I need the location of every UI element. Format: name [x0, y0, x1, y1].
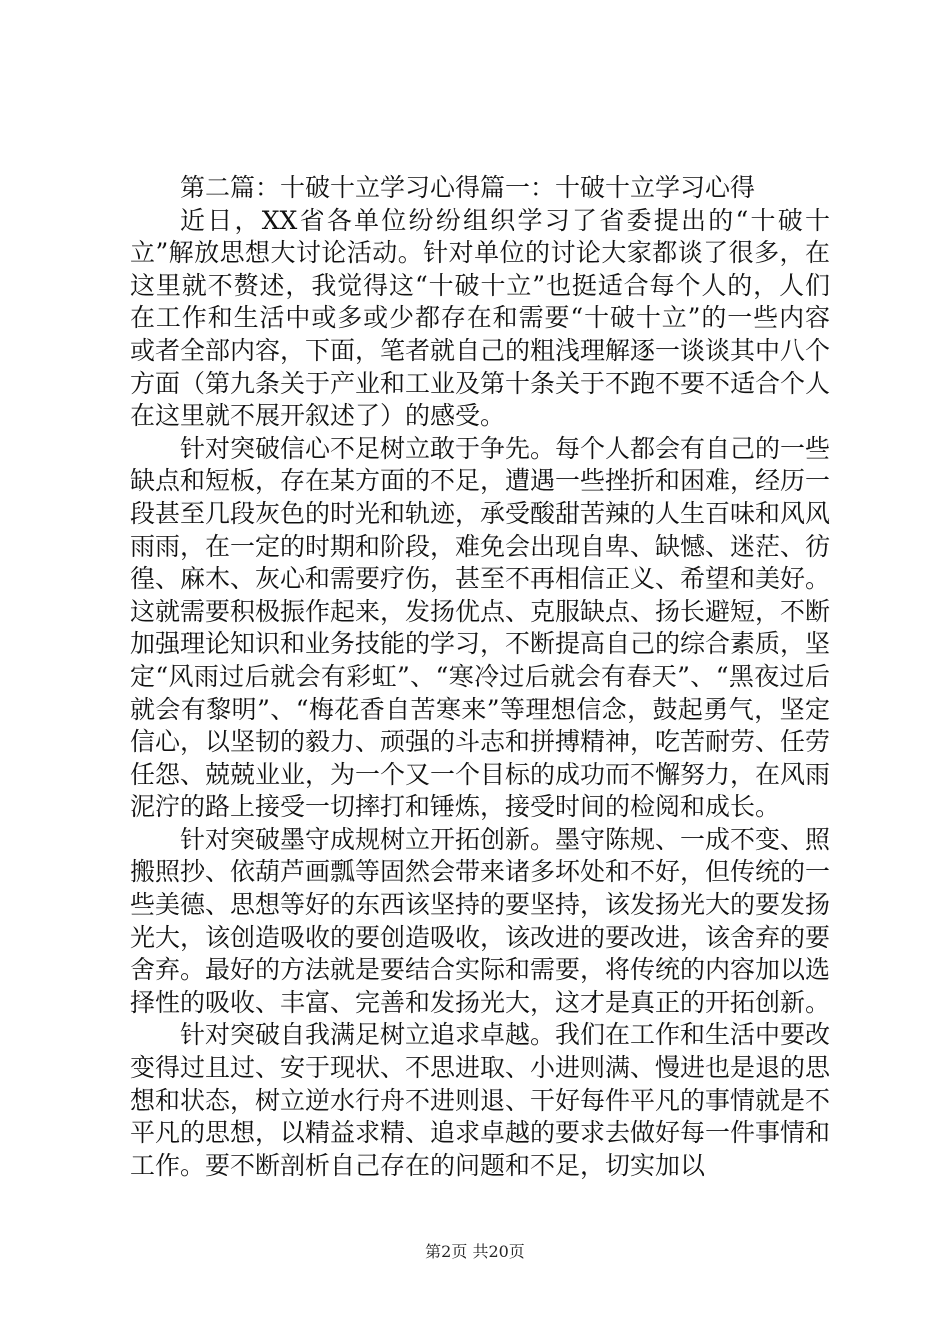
- paragraph-confidence: 针对突破信心不足树立敢于争先。每个人都会有自己的一些缺点和短板，存在某方面的不足，遭遇一些挫折和困难，经历一段甚至几段灰色的时光和轨迹，承受酸甜苦辣的人生百味和风风雨雨，在一定的时期和阶段，难免会出现自卑、缺憾、迷茫、彷徨、麻木、灰心和需要疗伤，甚至不再相信正义、希望和美好。这就需要积极振作起来，发扬优点、克服缺点、扬长避短，不断加强理论知识和业务技能的学习，不断提高自己的综合素质，坚定“风雨过后就会有彩虹”、“寒冷过后就会有春天”、“黑夜过后就会有黎明”、“梅花香自苦寒来”等理想信念，鼓起勇气，坚定信心，以坚韧的毅力、顽强的斗志和拼搏精神，吃苦耐劳、任劳任怨、兢兢业业，为一个又一个目标的成功而不懈努力，在风雨泥泞的路上接受一切摔打和锤炼，接受时间的检阅和成长。: [130, 433, 831, 822]
- paragraph-innovation: 针对突破墨守成规树立开拓创新。墨守陈规、一成不变、照搬照抄、依葫芦画瓢等固然会带来诸多坏处和不好，但传统的一些美德、思想等好的东西该坚持的要坚持，该发扬光大的要发扬光大，该创造吸收的要创造吸收，该改进的要改进，该舍弃的要舍弃。最好的方法就是要结合实际和需要，将传统的内容加以选择性的吸收、丰富、完善和发扬光大，这才是真正的开拓创新。: [130, 824, 831, 1017]
- document-title: 第二篇：十破十立学习心得篇一：十破十立学习心得: [180, 173, 756, 202]
- document-body: [130, 172, 830, 1182]
- paragraph-excellence: 针对突破自我满足树立追求卓越。我们在工作和生活中要改变得过且过、安于现状、不思进取、小进则满、慢进也是退的思想和状态，树立逆水行舟不进则退、干好每件平凡的事情就是不平凡的思想，以精益求精、追求卓越的要求去做好每一件事情和工作。要不断剖析自己存在的问题和不足，切实加以: [130, 1020, 831, 1180]
- page-number-footer: 第2页 共20页: [425, 1242, 525, 1261]
- paragraph-intro: 近日，XX省各单位纷纷组织学习了省委提出的“十破十立”解放思想大讨论活动。针对单位的讨论大家都谈了很多，在这里就不赘述，我觉得这“十破十立”也挺适合每个人的，人们在工作和生活中或多或少都存在和需要“十破十立”的一些内容或者全部内容，下面，笔者就自己的粗浅理解逐一谈谈其中八个方面（第九条关于产业和工业及第十条关于不跑不要不适合个人在这里就不展开叙述了）的感受。: [130, 205, 831, 431]
